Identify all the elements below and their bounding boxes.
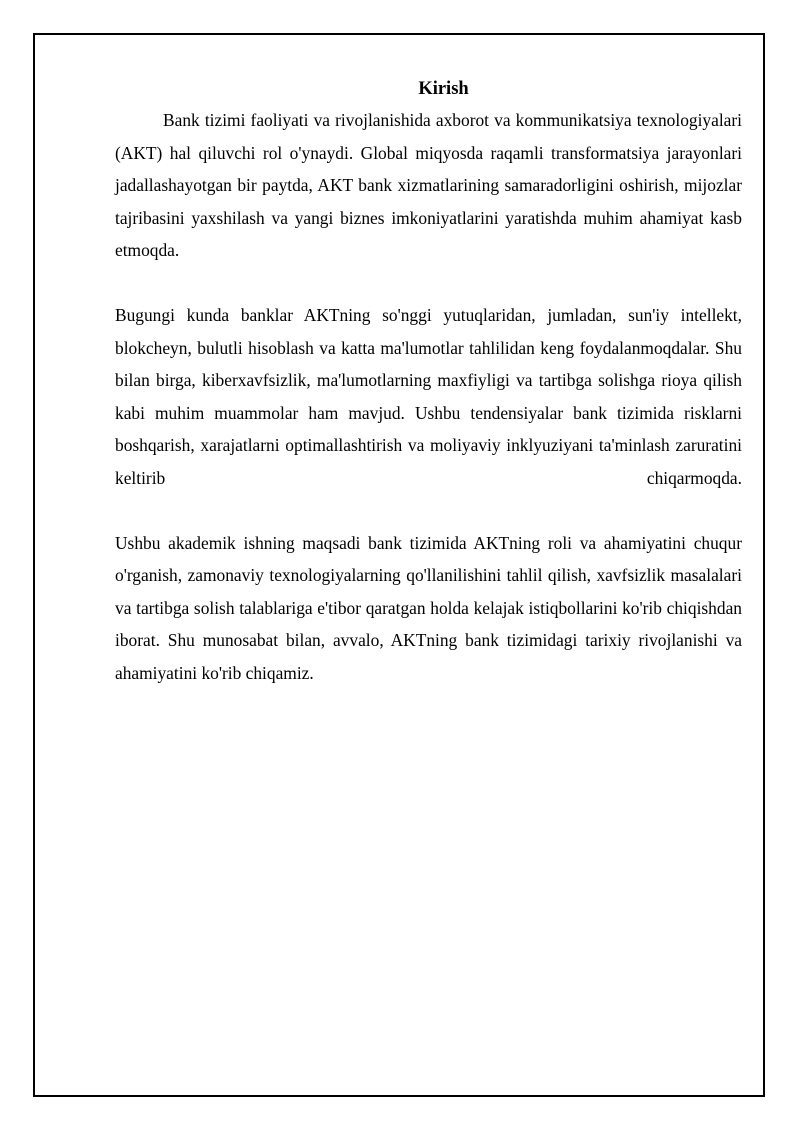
document-body bbox=[115, 74, 742, 689]
paragraph-spacer bbox=[115, 267, 742, 300]
paragraph-3: Ushbu akademik ishning maqsadi bank tizimida AKTning roli va ahamiyatini chuqur o'rganish, zamonaviy texnologiyalarning qo'llanilishini tahlil qilish, xavfsizlik masalalari va tartibga solish talablariga e'tibor qaratgan holda kelajak istiqbollarini ko'rib chiqishdan iborat. Shu munosabat bilan, avvalo, AKTning bank tizimidagi tarixiy rivojlanishi va ahamiyatini ko'rib chiqamiz. bbox=[115, 532, 742, 683]
paragraph-spacer bbox=[115, 494, 742, 527]
paragraph-2: Bugungi kunda banklar AKTning so'nggi yutuqlaridan, jumladan, sun'iy intellekt, blokcheyn, bulutli hisoblash va katta ma'lumotlar tahlilidan keng foydalanmoqdalar. Shu bilan birga, kiberxavfsizlik, ma'lumotlarning maxfiyligi va tartibga solishga rioya qilish kabi muhim muammolar ham mavjud. Ushbu tendensiyalar bank tizimida risklarni boshqarish, xarajatlarni optimallashtirish va moliyaviy inklyuziyani ta'minlash zaruratini keltirib chiqarmoqda. bbox=[115, 305, 742, 488]
document-title: Kirish bbox=[418, 79, 469, 99]
paragraph-1: Bank tizimi faoliyati va rivojlanishida axborot va kommunikatsiya texnologiyalari (AKT) hal qiluvchi rol o'ynaydi. Global miqyosda raqamli transformatsiya jarayonlari jadallashayotgan bir paytda, AKT bank xizmatlarining samaradorligini oshirish, mijozlar tajribasini yaxshilash va yangi biznes imkoniyatlarini yaratishda muhim ahamiyat kasb etmoqda. bbox=[115, 110, 742, 260]
